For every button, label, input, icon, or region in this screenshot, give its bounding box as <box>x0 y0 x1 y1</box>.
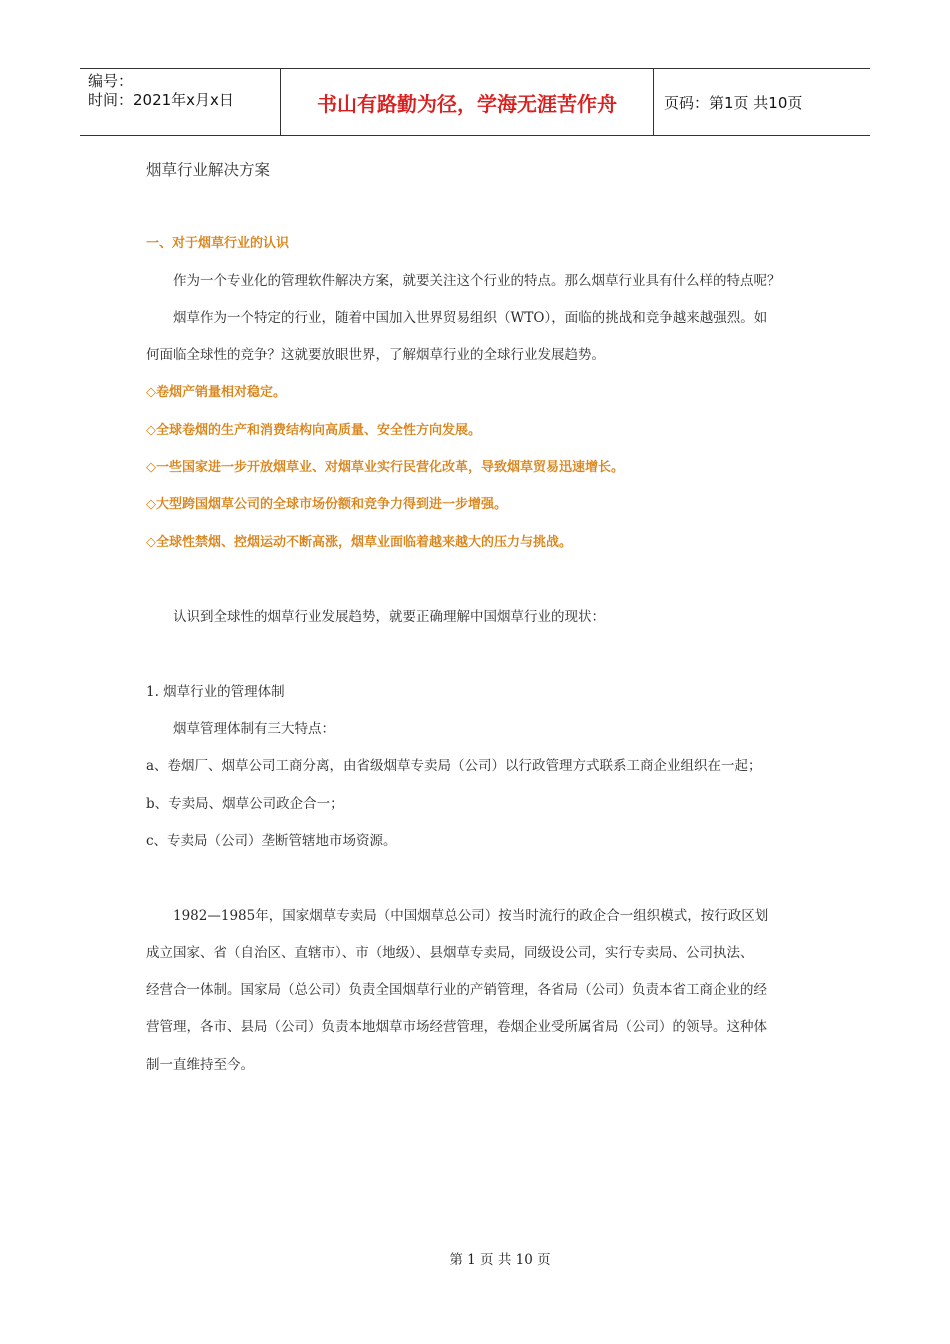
document-time-label: 时间：2021年x月x日 <box>88 91 234 109</box>
paragraph: 作为一个专业化的管理软件解决方案，就要关注这个行业的特点。那么烟草行业具有什么样的特点呢？ <box>173 273 781 289</box>
section-heading: 一、对于烟草行业的认识 <box>146 236 290 251</box>
page-footer: 第 1 页 共 10 页 <box>449 1252 551 1268</box>
subsection-heading: 1. 烟草行业的管理体制 <box>146 684 285 700</box>
paragraph-line: 烟草作为一个特定的行业，随着中国加入世界贸易组织（WTO），面临的挑战和竞争越来越强烈。如 <box>173 310 768 326</box>
trend-item: ◇全球卷烟的生产和消费结构向高质量、安全性方向发展。 <box>146 423 481 438</box>
header-motto: 书山有路勤为径，学海无涯苦作舟 <box>281 69 654 135</box>
document-title: 烟草行业解决方案 <box>146 161 271 179</box>
feature-item: a、卷烟厂、烟草公司工商分离，由省级烟草专卖局（公司）以行政管理方式联系工商企业组织在一起； <box>146 758 762 774</box>
paragraph-line: 经营合一体制。国家局（总公司）负责全国烟草行业的产销管理，各省局（公司）负责本省工商企业的经 <box>146 982 767 998</box>
paragraph-line: 营管理，各市、县局（公司）负责本地烟草市场经营管理，卷烟企业受所属省局（公司）的领导。这种体 <box>146 1019 767 1035</box>
paragraph: 认识到全球性的烟草行业发展趋势，就要正确理解中国烟草行业的现状： <box>173 609 605 625</box>
paragraph: 烟草管理体制有三大特点： <box>173 721 335 737</box>
trend-item: ◇一些国家进一步开放烟草业、对烟草业实行民营化改革，导致烟草贸易迅速增长。 <box>146 460 624 475</box>
header-page-info: 页码：第1页 共10页 <box>664 93 803 112</box>
paragraph-line: 制一直维持至今。 <box>146 1057 254 1073</box>
feature-item: c、专卖局（公司）垄断管辖地市场资源。 <box>146 833 397 849</box>
trend-item: ◇大型跨国烟草公司的全球市场份额和竞争力得到进一步增强。 <box>146 497 507 512</box>
trend-item: ◇卷烟产销量相对稳定。 <box>146 385 286 400</box>
feature-item: b、专卖局、烟草公司政企合一； <box>146 796 344 812</box>
document-number-label: 编号： <box>88 72 134 90</box>
header-meta <box>80 69 281 135</box>
paragraph-line: 何面临全球性的竞争？这就要放眼世界，了解烟草行业的全球行业发展趋势。 <box>146 347 605 363</box>
trend-item: ◇全球性禁烟、控烟运动不断高涨，烟草业面临着越来越大的压力与挑战。 <box>146 535 572 550</box>
paragraph-line: 成立国家、省（自治区、直辖市）、市（地级）、县烟草专卖局，同级设公司，实行专卖局、公司执法、 <box>146 945 754 961</box>
paragraph-line: 1982—1985年，国家烟草专卖局（中国烟草总公司）按当时流行的政企合一组织模式，按行政区划 <box>173 908 769 924</box>
page-header <box>80 68 870 136</box>
